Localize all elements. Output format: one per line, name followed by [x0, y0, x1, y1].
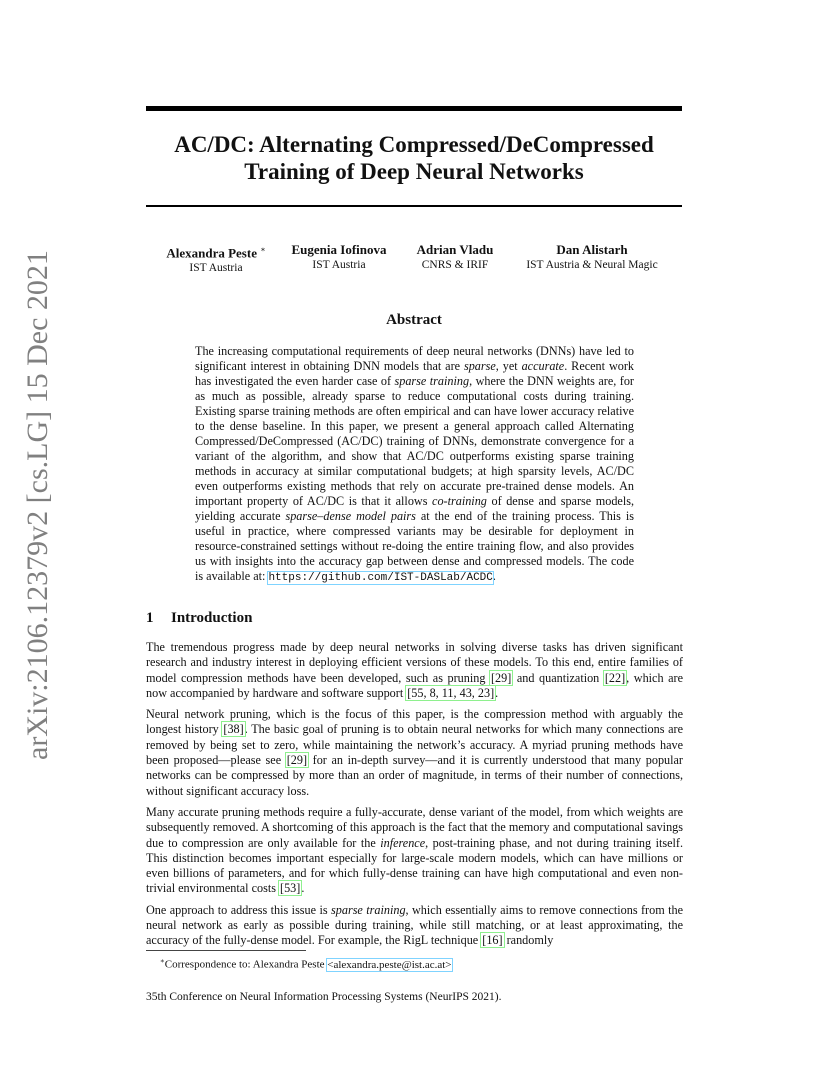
author-name: Adrian Vladu	[416, 242, 494, 257]
section-title: Introduction	[171, 610, 253, 626]
conference-note: 35th Conference on Neural Information Processing Systems (NeurIPS 2021).	[146, 991, 502, 1003]
author-name: Alexandra Peste	[166, 245, 257, 261]
citation-link[interactable]: [29]	[491, 670, 512, 685]
abstract-paragraph: The increasing computational requirements of deep neural networks (DNNs) have led to significant interest in obtaining DNN models that are sparse, yet accurate. Recent work has investigated the even harder case of sparse training, where the DNN weights are, for as much as possible, already sparse to reduce computational costs during training. Existing sparse training methods are often empirical and can have lower accuracy relative to the dense baseline. In this paper, we present a general approach called Alternating Compressed/DeCompressed (AC/DC) training of DNNs, demonstrate convergence for a variant of the algorithm, and show that AC/DC outperforms existing sparse training methods in accuracy at similar computational budgets; at high sparsity levels, AC/DC even outperforms existing methods that rely on accurate pre-trained dense models. An important property of AC/DC is that it allows co-training of dense and sparse models, yielding accurate sparse–dense model pairs at the end of the training process. This is useful in practice, where compressed variants may be desirable for deployment in resource-constrained settings without re-doing the entire training flow, and also provides us with insights into the accuracy gap between dense and compressed models. The code is available at: https://github.com/IST-DASLab/ACDC.	[195, 344, 635, 584]
title-bottom-rule	[146, 205, 682, 207]
title-top-rule	[146, 106, 682, 111]
author-2	[292, 241, 387, 273]
section-number: 1	[146, 610, 154, 626]
abstract-body	[195, 344, 634, 586]
intro-paragraph-3: Many accurate pruning methods require a fully-accurate, dense variant of the model, from which weights are subsequently removed. A shortcoming of this approach is the fact that the memory and computational savings due to compression are only available for the inference, post-training phase, and not during training itself. This distinction becomes important especially for large-scale modern models, which can have millions or even billions of parameters, and for which fully-dense training can have high computational and even non-trivial environmental costs [53].	[146, 804, 683, 896]
intro-paragraph-1: The tremendous progress made by deep neural networks in solving diverse tasks has driven significant research and industry interest in deploying efficient versions of these models. To this end, entire families of model compression methods have been developed, such as pruning [29] and quantization [22], which are now accompanied by hardware and software support [55, 8, 11, 43, 23].	[146, 640, 683, 700]
footnote-text: Correspondence to: Alexandra Peste	[164, 958, 328, 971]
author-1	[166, 241, 265, 276]
paper-title	[146, 131, 682, 185]
code-link[interactable]: https://github.com/IST-DASLab/ACDC	[268, 572, 493, 584]
author-4	[526, 241, 657, 273]
author-name: Eugenia Iofinova	[291, 242, 387, 257]
author-footnote-mark: ∗	[260, 245, 266, 254]
title-line-1: AC/DC: Alternating Compressed/DeCompressed	[174, 132, 654, 157]
citation-link[interactable]: [29]	[286, 753, 308, 768]
citation-link[interactable]: [38]	[223, 722, 244, 737]
citation-link[interactable]: [16]	[482, 933, 503, 948]
footnote	[160, 954, 452, 972]
author-name: Dan Alistarh	[556, 242, 628, 257]
abstract-heading: Abstract	[386, 312, 442, 328]
introduction-body	[146, 640, 683, 955]
citation-link[interactable]: [53]	[280, 881, 301, 896]
intro-paragraph-2: Neural network pruning, which is the focus of this paper, is the compression method with arguably the longest history [38]. The basic goal of pruning is to obtain neural networks for which many connections are removed by being set to zero, while maintaining the network’s accuracy. A myriad pruning methods have been proposed—please see [29] for an in-depth survey—and it is currently understood that many popular networks can be compressed by more than an order of magnitude, in terms of their number of connections, without significant accuracy loss.	[146, 707, 683, 798]
email-link[interactable]: <alexandra.peste@ist.ac.at>	[327, 958, 452, 971]
footnote-rule	[146, 950, 306, 951]
section-heading	[146, 610, 252, 627]
author-3	[417, 241, 494, 273]
footnote-mark: ∗	[160, 957, 165, 965]
author-affiliation: IST Austria	[312, 259, 366, 271]
author-affiliation: CNRS & IRIF	[421, 259, 489, 271]
author-affiliation: IST Austria & Neural Magic	[526, 259, 658, 271]
citation-link[interactable]: [55, 8, 11, 43, 23]	[407, 685, 495, 700]
author-affiliation: IST Austria	[189, 262, 243, 275]
citation-link[interactable]: [22]	[604, 670, 626, 685]
arxiv-identifier: arXiv:2106.12379v2 [cs.LG] 15 Dec 2021	[21, 250, 54, 760]
title-line-2: Training of Deep Neural Networks	[244, 159, 584, 184]
intro-paragraph-4: One approach to address this issue is sparse training, which essentially aims to remove connections from the neural network as early as possible during training, while still matching, or at least approximating, the accuracy of the fully-dense model. For example, the RigL technique [16] randomly	[146, 902, 683, 948]
